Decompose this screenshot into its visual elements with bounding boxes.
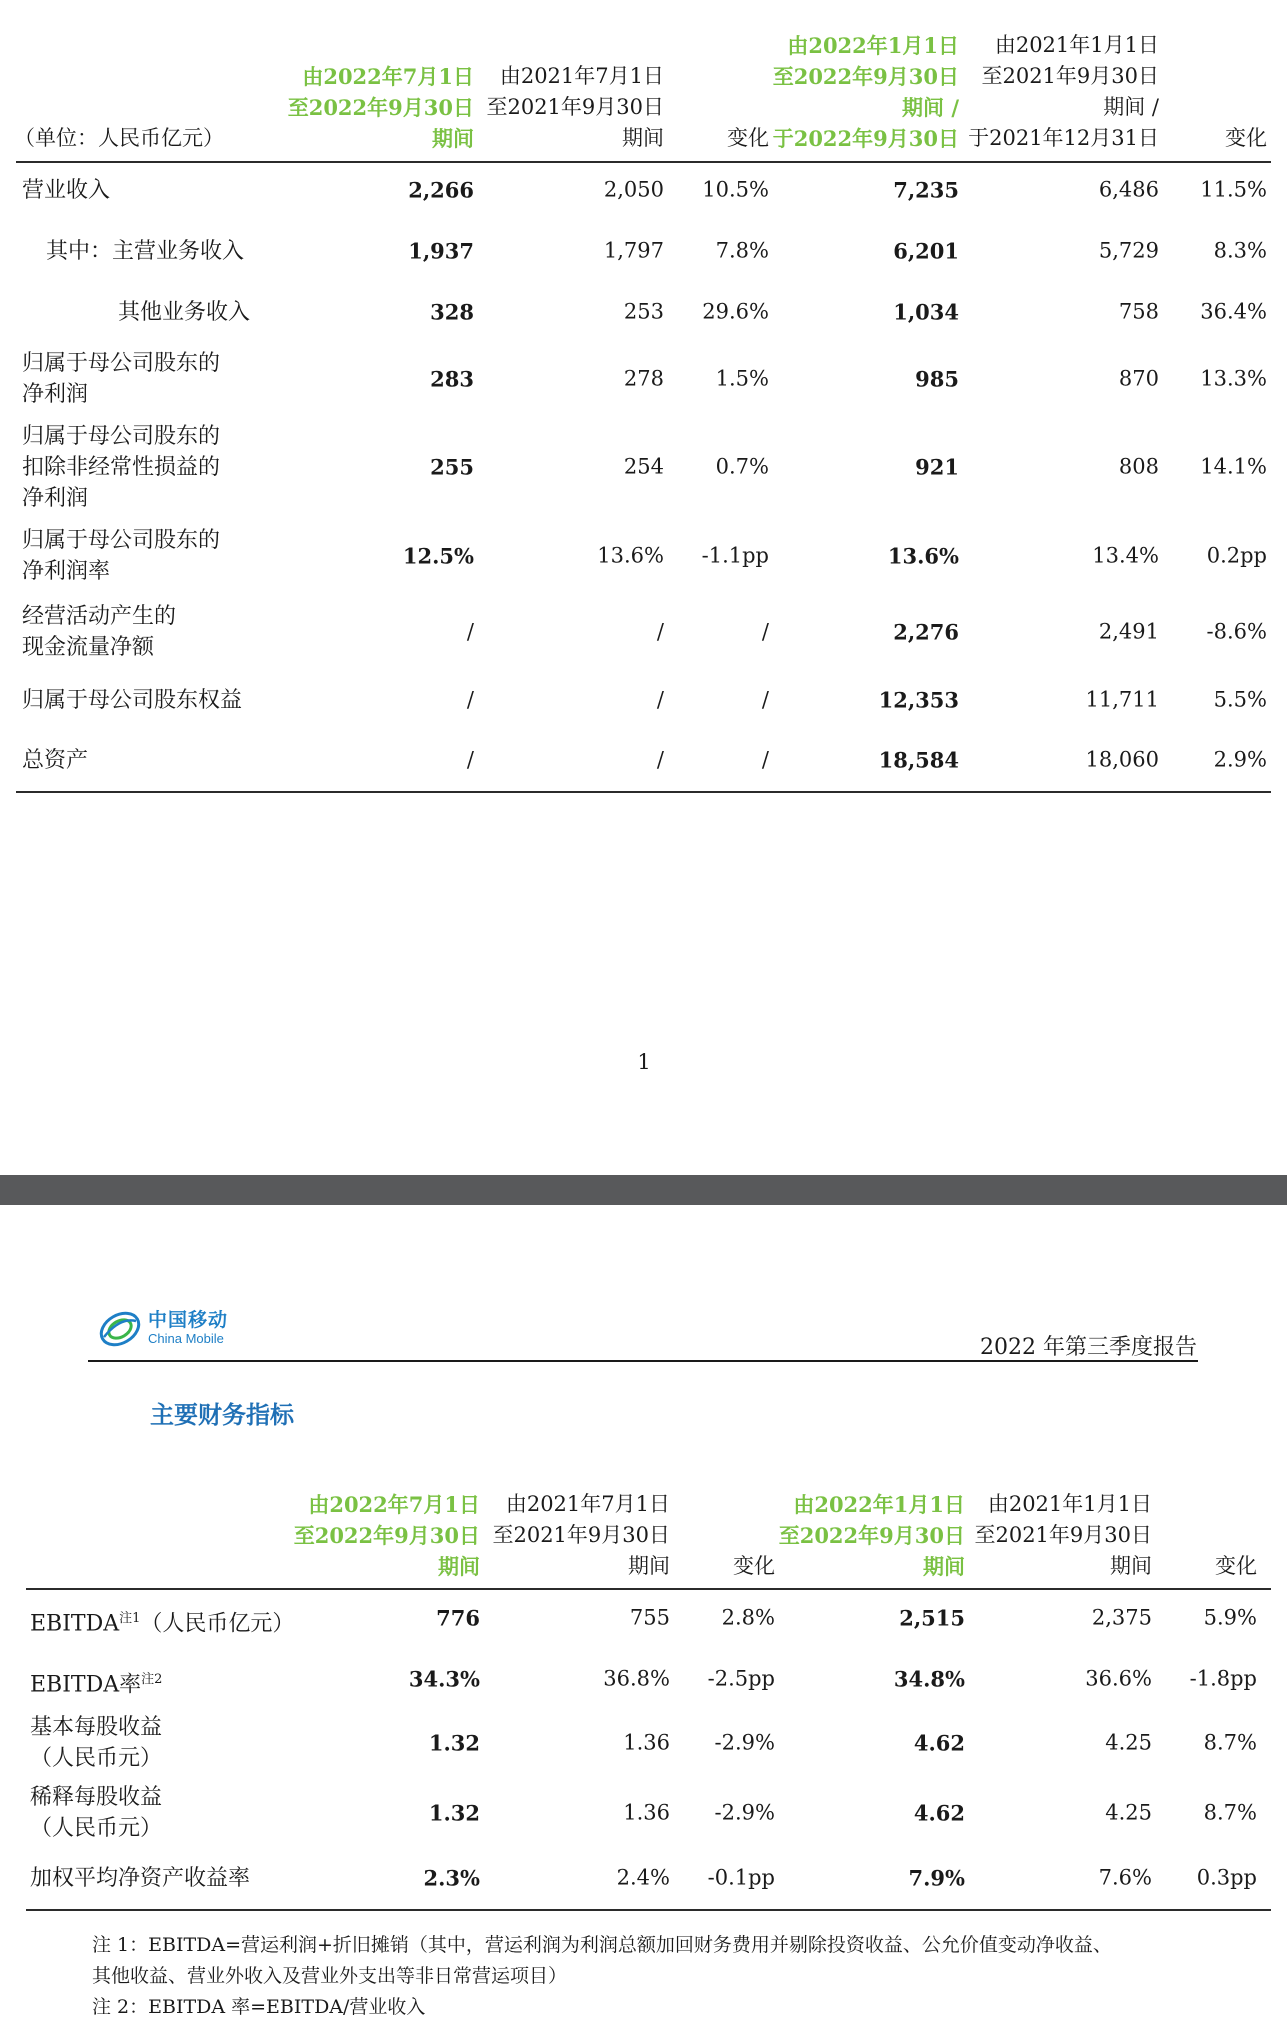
- cell: 2,491: [1098, 619, 1159, 644]
- header-rule: [88, 1360, 1198, 1362]
- cell: 8.3%: [1213, 238, 1267, 263]
- cell: 2,375: [1091, 1605, 1152, 1630]
- logo-chinese-text: 中国移动: [148, 1309, 229, 1331]
- cell: 14.1%: [1200, 454, 1267, 479]
- report-title: 2022 年第三季度报告: [980, 1335, 1197, 1360]
- header-change-q: 变化: [727, 126, 769, 150]
- cell: 36.4%: [1200, 299, 1267, 324]
- cell: 776: [436, 1605, 480, 1631]
- footnote-ref: 注2: [141, 1672, 163, 1687]
- cell: 758: [1118, 299, 1159, 324]
- page-number: 1: [637, 1050, 651, 1074]
- cell: 6,201: [893, 238, 959, 264]
- cell: 1.32: [428, 1730, 480, 1756]
- header-ytd-2021: 由2021年1月1日 至2021年9月30日 期间: [974, 1492, 1152, 1578]
- cell: 1,797: [603, 238, 664, 263]
- cell: 2,050: [603, 177, 664, 202]
- cell: 13.6%: [597, 543, 664, 568]
- logo-english-text: China Mobile: [148, 1331, 224, 1346]
- cell: 755: [629, 1605, 670, 1630]
- cell: -8.6%: [1206, 619, 1267, 644]
- header-divider: [16, 161, 1271, 163]
- cell: 8.7%: [1203, 1800, 1257, 1825]
- cell: 1.5%: [715, 366, 769, 391]
- cell: 2,276: [893, 619, 959, 645]
- cell: /: [761, 619, 769, 644]
- header-ytd-2022: 由2022年1月1日 至2022年9月30日 期间 / 于2022年9月30日: [772, 33, 959, 151]
- cell: 6,486: [1098, 177, 1159, 202]
- cell: 34.3%: [408, 1666, 480, 1692]
- cell: 283: [430, 366, 474, 392]
- header-q3-2021: 由2021年7月1日 至2021年9月30日 期间: [492, 1492, 670, 1578]
- cell: 7.9%: [908, 1865, 965, 1891]
- cell: /: [656, 619, 664, 644]
- cell: 4.25: [1105, 1730, 1152, 1755]
- cell: 34.8%: [893, 1666, 965, 1692]
- cell: 278: [623, 366, 664, 391]
- cell: 13.4%: [1092, 543, 1159, 568]
- cell: 4.25: [1105, 1800, 1152, 1825]
- cell: 7,235: [893, 177, 959, 203]
- table-bottom-rule: [16, 791, 1271, 793]
- footnote-1-continued: 其他收益、营业外收入及营业外支出等非日常营运项目）: [92, 1965, 568, 1987]
- cell: -0.1pp: [707, 1865, 775, 1890]
- cell: 13.6%: [887, 543, 959, 569]
- row-label: 归属于母公司股东的 净利润: [22, 351, 221, 407]
- footnote-2: 注 2：EBITDA 率=EBITDA/营业收入: [92, 1996, 426, 2018]
- cell: 7.8%: [715, 238, 769, 263]
- cell: 8.7%: [1203, 1730, 1257, 1755]
- cell: 1,937: [408, 238, 474, 264]
- cell: 870: [1118, 366, 1159, 391]
- header-q3-2022: 由2022年7月1日 至2022年9月30日 期间: [293, 1492, 480, 1579]
- cell: 1,034: [893, 299, 959, 325]
- cell: 2.3%: [423, 1865, 480, 1891]
- row-label: 稀释每股收益 （人民币元）: [30, 1785, 163, 1841]
- row-label: 归属于母公司股东的 扣除非经常性损益的 净利润: [22, 424, 221, 511]
- cell: 0.3pp: [1196, 1865, 1257, 1890]
- cell: 4.62: [913, 1730, 965, 1756]
- header-ytd-2022: 由2022年1月1日 至2022年9月30日 期间: [778, 1492, 965, 1579]
- cell: 5.5%: [1213, 687, 1267, 712]
- row-label: EBITDA$^{注1}$（人民币亿元）: [30, 1611, 295, 1637]
- cell: 1.36: [623, 1800, 670, 1825]
- cell: 5.9%: [1203, 1605, 1257, 1630]
- cell: -1.8pp: [1189, 1666, 1257, 1691]
- cell: 36.8%: [603, 1666, 670, 1691]
- footnote-ref: 注1: [119, 1611, 141, 1626]
- header-change-ytd: 变化: [1215, 1554, 1257, 1578]
- cell: 0.2pp: [1206, 543, 1267, 568]
- footnote-1: 注 1：EBITDA=营运利润+折旧摊销（其中，营运利润为利润总额加回财务费用并剔除投资收益、公允价值变动净收益、: [92, 1934, 1112, 1956]
- cell: 10.5%: [702, 177, 769, 202]
- cell: 808: [1118, 454, 1159, 479]
- cell: 328: [430, 299, 474, 325]
- cell: 29.6%: [702, 299, 769, 324]
- cell: 13.3%: [1200, 366, 1267, 391]
- cell: /: [466, 619, 474, 644]
- header-divider: [26, 1588, 1271, 1590]
- cell: -2.9%: [714, 1800, 775, 1825]
- cell: 253: [623, 299, 664, 324]
- header-change-q: 变化: [733, 1554, 775, 1578]
- cell: 4.62: [913, 1800, 965, 1826]
- cell: 254: [623, 454, 664, 479]
- cell: 1.36: [623, 1730, 670, 1755]
- cell: 5,729: [1098, 238, 1159, 263]
- cell: -2.5pp: [707, 1666, 775, 1691]
- cell: /: [466, 747, 474, 772]
- cell: 11,711: [1085, 687, 1159, 712]
- footnotes: [92, 1930, 1112, 2023]
- cell: 18,584: [878, 747, 959, 773]
- china-mobile-logo: [98, 1305, 248, 1353]
- page-separator: [0, 1175, 1287, 1205]
- row-label: 营业收入: [22, 178, 111, 203]
- row-label: 基本每股收益 （人民币元）: [30, 1715, 163, 1771]
- cell: 36.6%: [1085, 1666, 1152, 1691]
- unit-label: （单位：人民币亿元）: [14, 126, 224, 150]
- cell: 921: [915, 454, 959, 480]
- cell: /: [761, 687, 769, 712]
- header-change-ytd: 变化: [1225, 126, 1267, 150]
- cell: 2.8%: [721, 1605, 775, 1630]
- row-label: 加权平均净资产收益率: [30, 1866, 251, 1891]
- cell: 2,515: [899, 1605, 965, 1631]
- cell: 7.6%: [1098, 1865, 1152, 1890]
- section-title: 主要财务指标: [150, 1401, 294, 1429]
- cell: 12,353: [878, 687, 959, 713]
- cell: 0.7%: [715, 454, 769, 479]
- cell: -2.9%: [714, 1730, 775, 1755]
- cell: /: [656, 747, 664, 772]
- cell: 1.32: [428, 1800, 480, 1826]
- table-bottom-rule: [26, 1909, 1271, 1911]
- row-label: 总资产: [22, 748, 89, 773]
- row-label: 其他业务收入: [118, 300, 251, 325]
- row-label: 归属于母公司股东的 净利润率: [22, 528, 221, 584]
- header-q3-2021: 由2021年7月1日 至2021年9月30日 期间: [486, 64, 664, 150]
- cell: 12.5%: [402, 543, 474, 569]
- cell: /: [761, 747, 769, 772]
- report-page-2: [0, 1205, 1287, 2026]
- cell: 985: [915, 366, 959, 392]
- cell: 2.9%: [1213, 747, 1267, 772]
- cell: 18,060: [1085, 747, 1159, 772]
- cell: 2,266: [408, 177, 474, 203]
- cell: -1.1pp: [701, 543, 769, 568]
- row-label: 经营活动产生的 现金流量净额: [22, 604, 177, 660]
- cell: /: [656, 687, 664, 712]
- cell: 2.4%: [616, 1865, 670, 1890]
- china-mobile-logo-icon: [98, 1307, 142, 1351]
- row-label: 归属于母公司股东权益: [22, 688, 243, 713]
- cell: 11.5%: [1200, 177, 1267, 202]
- row-label: EBITDA率$^{注2}$: [30, 1672, 163, 1698]
- row-label: 其中：主营业务收入: [46, 239, 245, 264]
- header-ytd-2021: 由2021年1月1日 至2021年9月30日 期间 / 于2021年12月31日: [968, 33, 1159, 150]
- header-q3-2022: 由2022年7月1日 至2022年9月30日 期间: [287, 64, 474, 151]
- cell: /: [466, 687, 474, 712]
- cell: 255: [430, 454, 474, 480]
